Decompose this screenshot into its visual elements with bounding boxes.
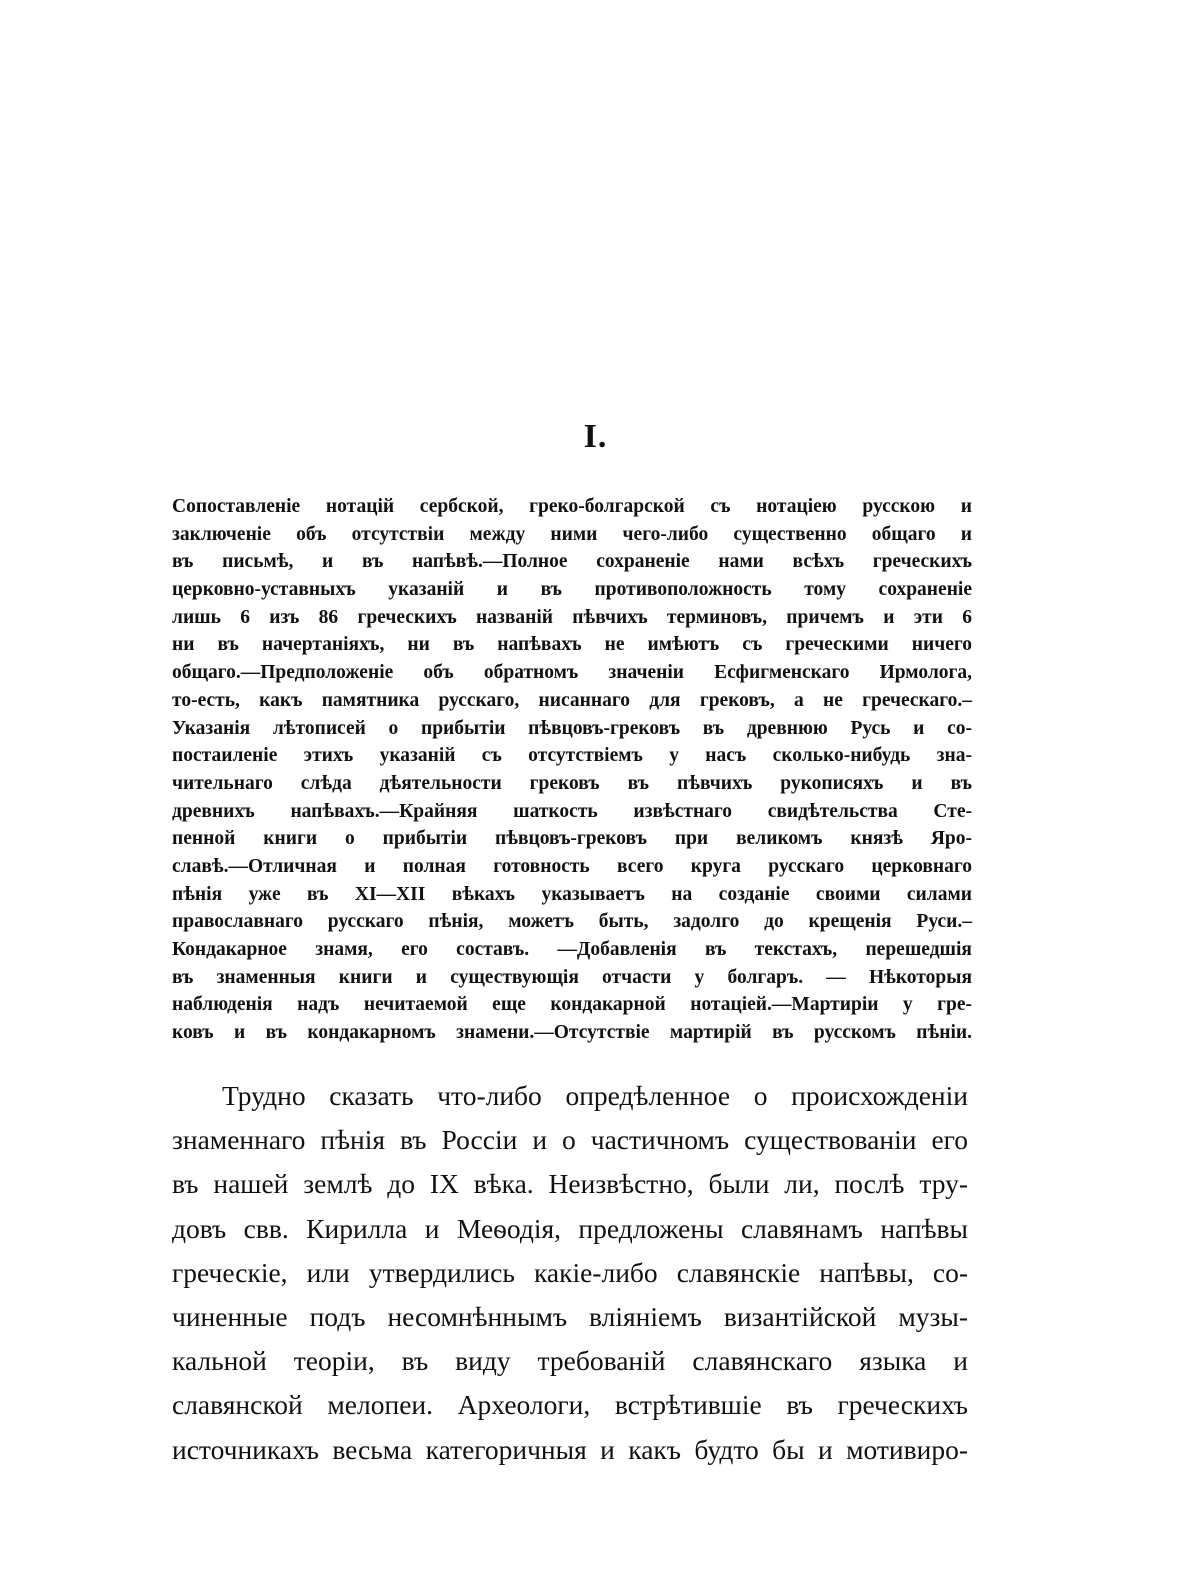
body-line: въ нашей землѣ до IX вѣка. Неизвѣстно, были ли, послѣ тру- (172, 1168, 968, 1200)
summary-line: лишь 6 изъ 86 греческихъ названій пѣвчихъ терминовъ, причемъ и эти 6 (172, 606, 972, 628)
summary-line: древнихъ напѣвахъ.—Крайняя шаткость извѣстнаго свидѣтельства Сте- (172, 800, 972, 822)
summary-line: чительнаго слѣда дѣятельности грековъ въ пѣвчихъ рукописяхъ и въ (172, 772, 972, 794)
summary-line: въ знаменныя книги и существующія отчасти у болгаръ. — Нѣкоторыя (172, 966, 972, 988)
body-line: чиненные подъ несомнѣннымъ вліяніемъ византійской музы- (172, 1300, 968, 1332)
summary-line: заключеніе объ отсутствіи между ними чего-либо существенно общаго и (172, 523, 972, 545)
summary-line: ковъ и въ кондакарномъ знамени.—Отсутствіе мартирій въ русскомъ пѣніи. (172, 1022, 972, 1044)
summary-line: славѣ.—Отличная и полная готовность всего круга русскаго церковнаго (172, 855, 972, 877)
summary-line: ни въ начертаніяхъ, ни въ напѣвахъ не имѣютъ съ греческими ничего (172, 634, 972, 656)
body-line: славянской мелопеи. Археологи, встрѣтившіе въ греческихъ (172, 1389, 968, 1421)
body-line: источникахъ весьма категоричныя и какъ будто бы и мотивиро- (172, 1433, 968, 1465)
body-line: Трудно сказать что-либо опредѣленное о происхожденіи (222, 1080, 968, 1111)
summary-line: пѣнія уже въ XI—XII вѣкахъ указываетъ на созданіе своими силами (172, 883, 972, 905)
body-line: знаменнаго пѣнія въ Россіи и о частичномъ существованіи его (172, 1124, 968, 1156)
summary-line: постаиленіе этихъ указаній съ отсутствіемъ у насъ сколько-нибудь зна- (172, 745, 972, 767)
summary-line: Сопоставленіе нотацій сербской, греко-болгарской съ нотаціею русскою и (172, 496, 972, 517)
body-paragraph (172, 1074, 968, 1472)
summary-line: наблюденія надъ нечитаемой еще кондакарной нотаціей.—Мартиріи у гре- (172, 994, 972, 1016)
summary-line: Кондакарное знамя, его составъ. —Добавленія въ текстахъ, перешедшія (172, 939, 972, 960)
summary-line: православнаго русскаго пѣнія, можетъ быть, задолго до крещенія Руси.– (172, 911, 972, 933)
body-line: греческіе, или утвердились какіе-либо славянскіе напѣвы, со- (172, 1256, 968, 1288)
summary-line: Указанія лѣтописей о прибытіи пѣвцовъ-грековъ въ древнюю Русь и со- (172, 717, 972, 739)
summary-line: церковно-уставныхъ указаній и въ противоположность тому сохраненіе (172, 579, 972, 601)
body-line: довъ свв. Кирилла и Меѳодія, предложены славянамъ напѣвы (172, 1212, 968, 1244)
summary-line: то-есть, какъ памятника русскаго, нисаннаго для грековъ, а не греческаго.– (172, 689, 972, 711)
summary-line: общаго.—Предположеніе объ обратномъ значеніи Есфигменскаго Ирмолога, (172, 662, 972, 684)
body-line: кальной теоріи, въ виду требованій славянскаго языка и (172, 1345, 968, 1377)
summary-line: пенной книги о прибытіи пѣвцовъ-грековъ при великомъ князѣ Яро- (172, 828, 972, 850)
summary-line: въ письмѣ, и въ напѣвѣ.—Полное сохраненіе нами всѣхъ греческихъ (172, 551, 972, 573)
chapter-summary (172, 493, 972, 1047)
chapter-number: I. (583, 418, 608, 455)
